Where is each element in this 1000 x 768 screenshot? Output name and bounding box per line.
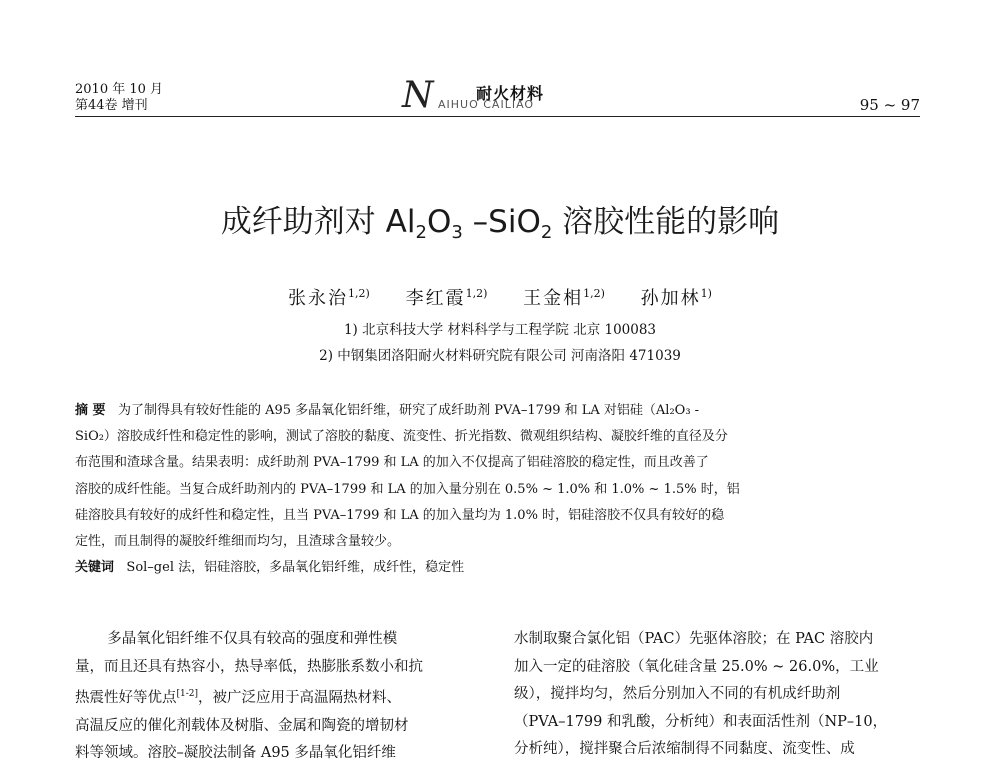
issue-date: 2010 年 10 月 [75,82,164,97]
affiliation-2: 2) 中钢集团洛阳耐火材料研究院有限公司 河南洛阳 471039 [319,348,681,364]
keywords-label: 关键词 [75,560,115,576]
citation-mark: [1-2] [176,689,199,699]
author-name: 张永治 [288,288,349,309]
issue-volume: 第44卷 增刊 [75,98,148,113]
keywords-text: Sol–gel 法，铝硅溶胶，多晶氧化铝纤维，成纤性，稳定性 [126,560,465,576]
body-line: 加入一定的硅溶胶（氧化硅含量 25.0% ~ 26.0%，工业 [514,658,879,675]
body-line: 料等领域。溶胶–凝胶法制备 A95 多晶氧化铝纤维 [75,745,396,761]
abstract [75,398,920,581]
keywords-line [75,555,920,581]
body-line [75,626,495,654]
abstract-line: 硅溶胶具有较好的成纤性和稳定性，且当 PVA–1799 和 LA 的加入量均为 1.0% 时，铝硅溶胶不仅具有较好的稳 [75,507,725,523]
abstract-line [75,398,920,424]
page-range: 95 ~ 97 [859,96,920,114]
body-column-right [514,626,924,764]
title-suffix: 溶胶性能的影响 [552,204,780,240]
body-line: （PVA–1799 和乳酸，分析纯）和表面活性剂（NP–10， [514,713,888,730]
title-sub-1: 2 [415,222,427,243]
abstract-text: 为了制得具有较好性能的 A95 多晶氧化铝纤维，研究了成纤助剂 PVA–1799 和 LA 对铝硅（Al₂O₃ - [117,403,700,418]
author [523,288,605,309]
body-line: 分析纯），搅拌聚合后浓缩制得不同黏度、流变性、成 [514,741,855,757]
journal-logo [402,75,562,116]
title-sub-3: 2 [540,222,553,243]
journal-name-en: AIHUO CAILIAO [438,98,535,111]
author-name: 孙加林 [640,288,701,309]
author-affiliation-mark: 1,2) [348,287,370,300]
author-name: 王金相 [523,288,584,309]
author-affiliation-mark: 1,2) [465,287,488,300]
abstract-label: 摘 要 [75,403,106,418]
body-text: 热震性好等优点 [75,690,177,706]
body-text: 多晶氧化铝纤维不仅具有较高的强度和弹性模 [107,631,398,647]
title-prefix: 成纤助剂对 Al [220,204,416,240]
journal-logo-letter: N [402,75,434,116]
journal-issue-info [75,82,163,114]
title-mid-1: O [426,204,452,240]
body-line: 级），搅拌均匀，然后分别加入不同的有机成纤助剂 [514,686,841,702]
journal-name: 耐火材料 [476,84,545,103]
author [288,288,370,309]
header-rule [75,116,920,117]
abstract-line: 布范围和渣球含量。结果表明：成纤助剂 PVA–1799 和 LA 的加入不仅提高了铝硅溶胶的稳定性，而且改善了 [75,455,709,471]
author-affiliation-mark: 1) [700,287,712,300]
body-line: 高温反应的催化剂载体及树脂、金属和陶瓷的增韧材 [75,717,409,734]
paper-title [0,196,1000,243]
body-line: 水制取聚合氯化铝（PAC）先驱体溶胶；在 PAC 溶胶内 [514,631,874,647]
body-column-left [75,626,495,768]
author-affiliation-mark: 1,2) [583,287,605,300]
author [641,288,712,309]
body-text: ，被广泛应用于高温隔热材料、 [198,690,402,706]
abstract-line: 溶胶的成纤性能。当复合成纤助剂内的 PVA–1799 和 LA 的加入量分别在 0.5% ~ 1.0% 和 1.0% ~ 1.5% 时，铝 [75,481,740,497]
author-name: 李红霞 [405,288,466,309]
author-list [0,284,1000,310]
body-line: 量，而且还具有热容小，热导率低，热膨胀系数小和抗 [75,658,423,675]
body-line [75,681,495,713]
author [406,288,488,309]
abstract-line: 定性，而且制得的凝胶纤维细而均匀，且渣球含量较少。 [75,534,401,550]
title-sub-2: 3 [451,222,463,243]
affiliation-1: 1) 北京科技大学 材料科学与工程学院 北京 100083 [343,322,657,338]
abstract-line: SiO₂）溶胶成纤性和稳定性的影响，测试了溶胶的黏度、流变性、折光指数、微观组织结构、凝胶纤维的直径及分 [75,429,728,445]
title-mid-2: –SiO [462,204,541,240]
